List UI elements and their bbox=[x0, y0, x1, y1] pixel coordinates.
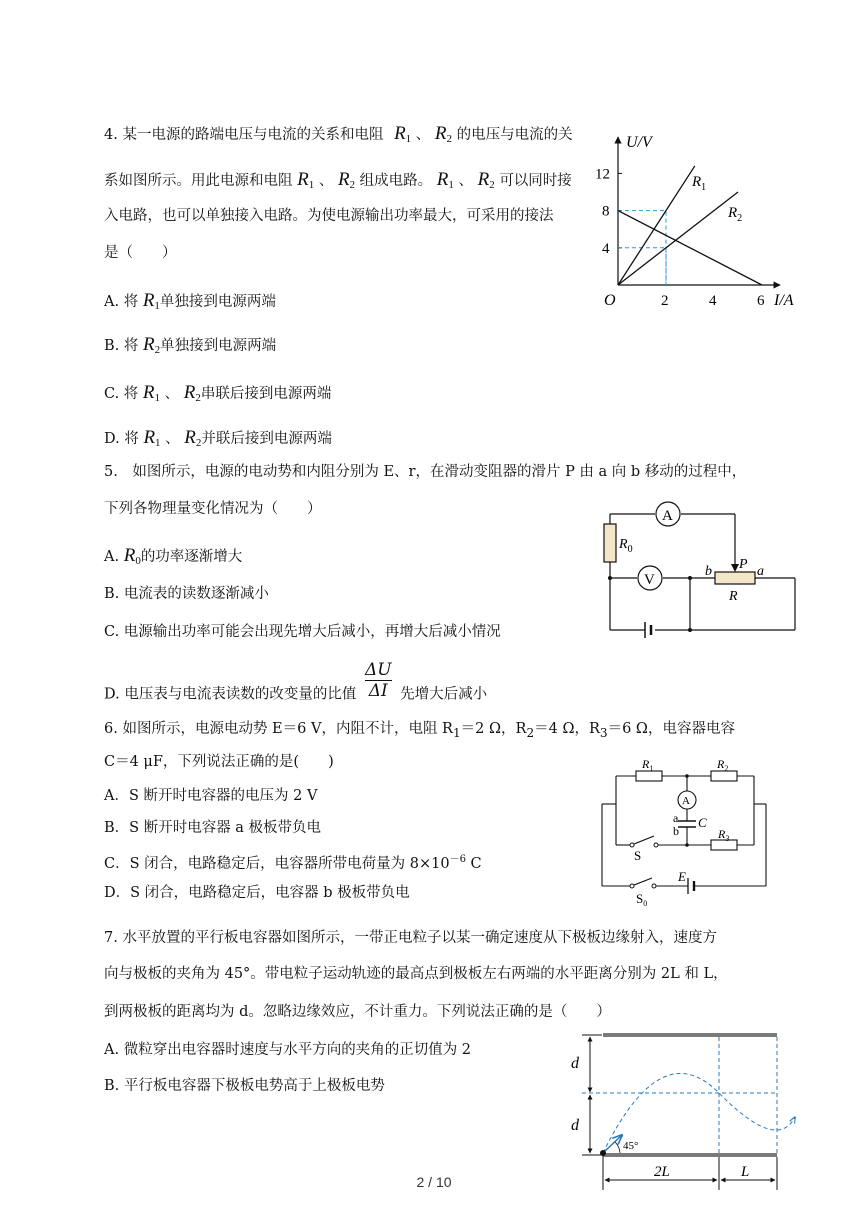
r0-label: $R_0$ bbox=[619, 537, 633, 555]
origin-label: O bbox=[604, 292, 616, 309]
capacitor-label: C bbox=[698, 815, 707, 830]
x-tick-label: 4 bbox=[709, 293, 717, 309]
series-line bbox=[618, 192, 738, 285]
q4-option-d: D. 将 $R_1$ 、 $R_2$并联后接到电源两端 bbox=[104, 427, 332, 449]
end-b-label: b bbox=[705, 564, 712, 579]
q4-option-b: B. 将 $R_2$单独接到电源两端 bbox=[104, 334, 277, 356]
voltmeter-label: V bbox=[644, 572, 655, 588]
angle-label: 45° bbox=[623, 1140, 639, 1152]
q7-option-a: A. 微粒穿出电容器时速度与水平方向的夹角的正切值为 2 bbox=[104, 1042, 472, 1058]
y-tick-label: 8 bbox=[602, 203, 610, 220]
ammeter-label: A bbox=[682, 795, 690, 807]
q6-option-a: A．S 断开时电容器的电压为 2 V bbox=[104, 788, 318, 804]
q4-option-a: A. 将 $R_1$单独接到电源两端 bbox=[104, 290, 276, 312]
q6-circuit-diagram bbox=[596, 754, 774, 908]
l-label: L bbox=[741, 1164, 750, 1180]
series-label-r1: $R_1$ bbox=[692, 174, 707, 193]
q6-line1: 6. 如图所示，电源电动势 E＝6 V，内阻不计，电阻 $R_1=2$ Ω，$R_2=4$ Ω，$R_3=6$ Ω，电容器电容 bbox=[104, 721, 735, 740]
y-tick-label: 12 bbox=[595, 166, 610, 183]
plate-a-label: a bbox=[673, 811, 679, 825]
q6-option-b: B．S 断开时电容器 a 极板带负电 bbox=[104, 820, 322, 836]
q7-line1: 7. 水平放置的平行板电容器如图所示，一带正电粒子以某一确定速度从下极板边缘射入，速度方 bbox=[104, 930, 717, 946]
two-l-label: 2L bbox=[654, 1164, 670, 1180]
q4-line4: 是（ ） bbox=[104, 245, 177, 261]
q6-option-d: D．S 闭合，电路稳定后，电容器 b 极板带负电 bbox=[104, 885, 410, 901]
switch-s0-label: $S_0$ bbox=[636, 891, 648, 908]
lower-d-label: d bbox=[571, 1117, 579, 1134]
q5-option-c: C. 电源输出功率可能会出现先增大后减小，再增大后减小情况 bbox=[104, 624, 501, 640]
q5-option-d: D. 电压表与电流表读数的改变量的比值 $\frac{\Delta U}{\Delta I}$ 先增大后减小 bbox=[104, 660, 488, 703]
r1-label: $R_1$ bbox=[642, 757, 654, 773]
upper-d-label: d bbox=[571, 1055, 579, 1072]
page-number: 2 / 10 bbox=[416, 1174, 452, 1190]
rheostat-label: R bbox=[729, 589, 738, 604]
delta-u-over-delta-i: $\frac{\Delta U}{\Delta I}$ bbox=[364, 660, 392, 701]
q7-line3: 到两极板的距离均为 d。忽略边缘效应，不计重力。下列说法正确的是（ ） bbox=[104, 1004, 611, 1020]
ui-chart bbox=[590, 125, 815, 315]
x-axis-label: I/A bbox=[774, 292, 794, 309]
switch-s-label: S bbox=[634, 848, 642, 863]
y-tick-label: 4 bbox=[602, 240, 610, 257]
q4-line1: 4. 某一电源的路端电压与电流的关系和电阻 $R_1$ 、 $R_2$ 的电压与电流的关 bbox=[104, 123, 573, 145]
series-label-r2: $R_2$ bbox=[728, 205, 743, 224]
r2-label: $R_2$ bbox=[717, 757, 729, 773]
slider-p-label: P bbox=[739, 557, 748, 572]
q5-circuit-diagram bbox=[595, 498, 805, 643]
series-line bbox=[618, 166, 695, 285]
q4-line2: 系如图所示。用此电源和电阻 $R_1$ 、 $R_2$ 组成电路。 $R_1$ 、 $R_2$ 可以同时接 bbox=[104, 169, 572, 191]
x-tick-label: 2 bbox=[661, 293, 669, 309]
q5-line1: 5. 如图所示，电源的电动势和内阻分别为 E、r，在滑动变阻器的滑片 P 由 a 向 b 移动的过程中， bbox=[104, 464, 747, 480]
emf-label: E bbox=[678, 869, 686, 884]
q5-option-b: B. 电流表的读数逐渐减小 bbox=[104, 586, 269, 602]
q4-line3: 入电路，也可以单独接入电路。为使电源输出功率最大，可采用的接法 bbox=[104, 208, 554, 224]
q5-line2: 下列各物理量变化情况为（ ） bbox=[104, 501, 322, 517]
q7-option-b: B. 平行板电容器下极板电势高于上极板电势 bbox=[104, 1078, 385, 1094]
y-axis-label: U/V bbox=[626, 134, 652, 151]
q6-option-c: C．S 闭合，电路稳定后，电容器所带电荷量为 $8\times 10^{-6}$ C bbox=[104, 854, 482, 872]
end-a-label: a bbox=[757, 564, 764, 579]
plate-b-label: b bbox=[673, 824, 679, 838]
q7-capacitor-diagram bbox=[560, 1025, 805, 1195]
q4-option-c: C. 将 $R_1$ 、 $R_2$串联后接到电源两端 bbox=[104, 382, 332, 404]
r3-label: $R_3$ bbox=[718, 827, 730, 843]
q5-option-a: A. $R_0$的功率逐渐增大 bbox=[104, 545, 243, 567]
q6-line2: C＝4 μF，下列说法正确的是( ) bbox=[104, 754, 334, 770]
x-tick-label: 6 bbox=[757, 293, 765, 309]
ammeter-label: A bbox=[662, 508, 673, 524]
q7-line2: 向与极板的夹角为 45°。带电粒子运动轨迹的最高点到极板左右两端的水平距离分别为 2L 和 L， bbox=[104, 966, 728, 982]
